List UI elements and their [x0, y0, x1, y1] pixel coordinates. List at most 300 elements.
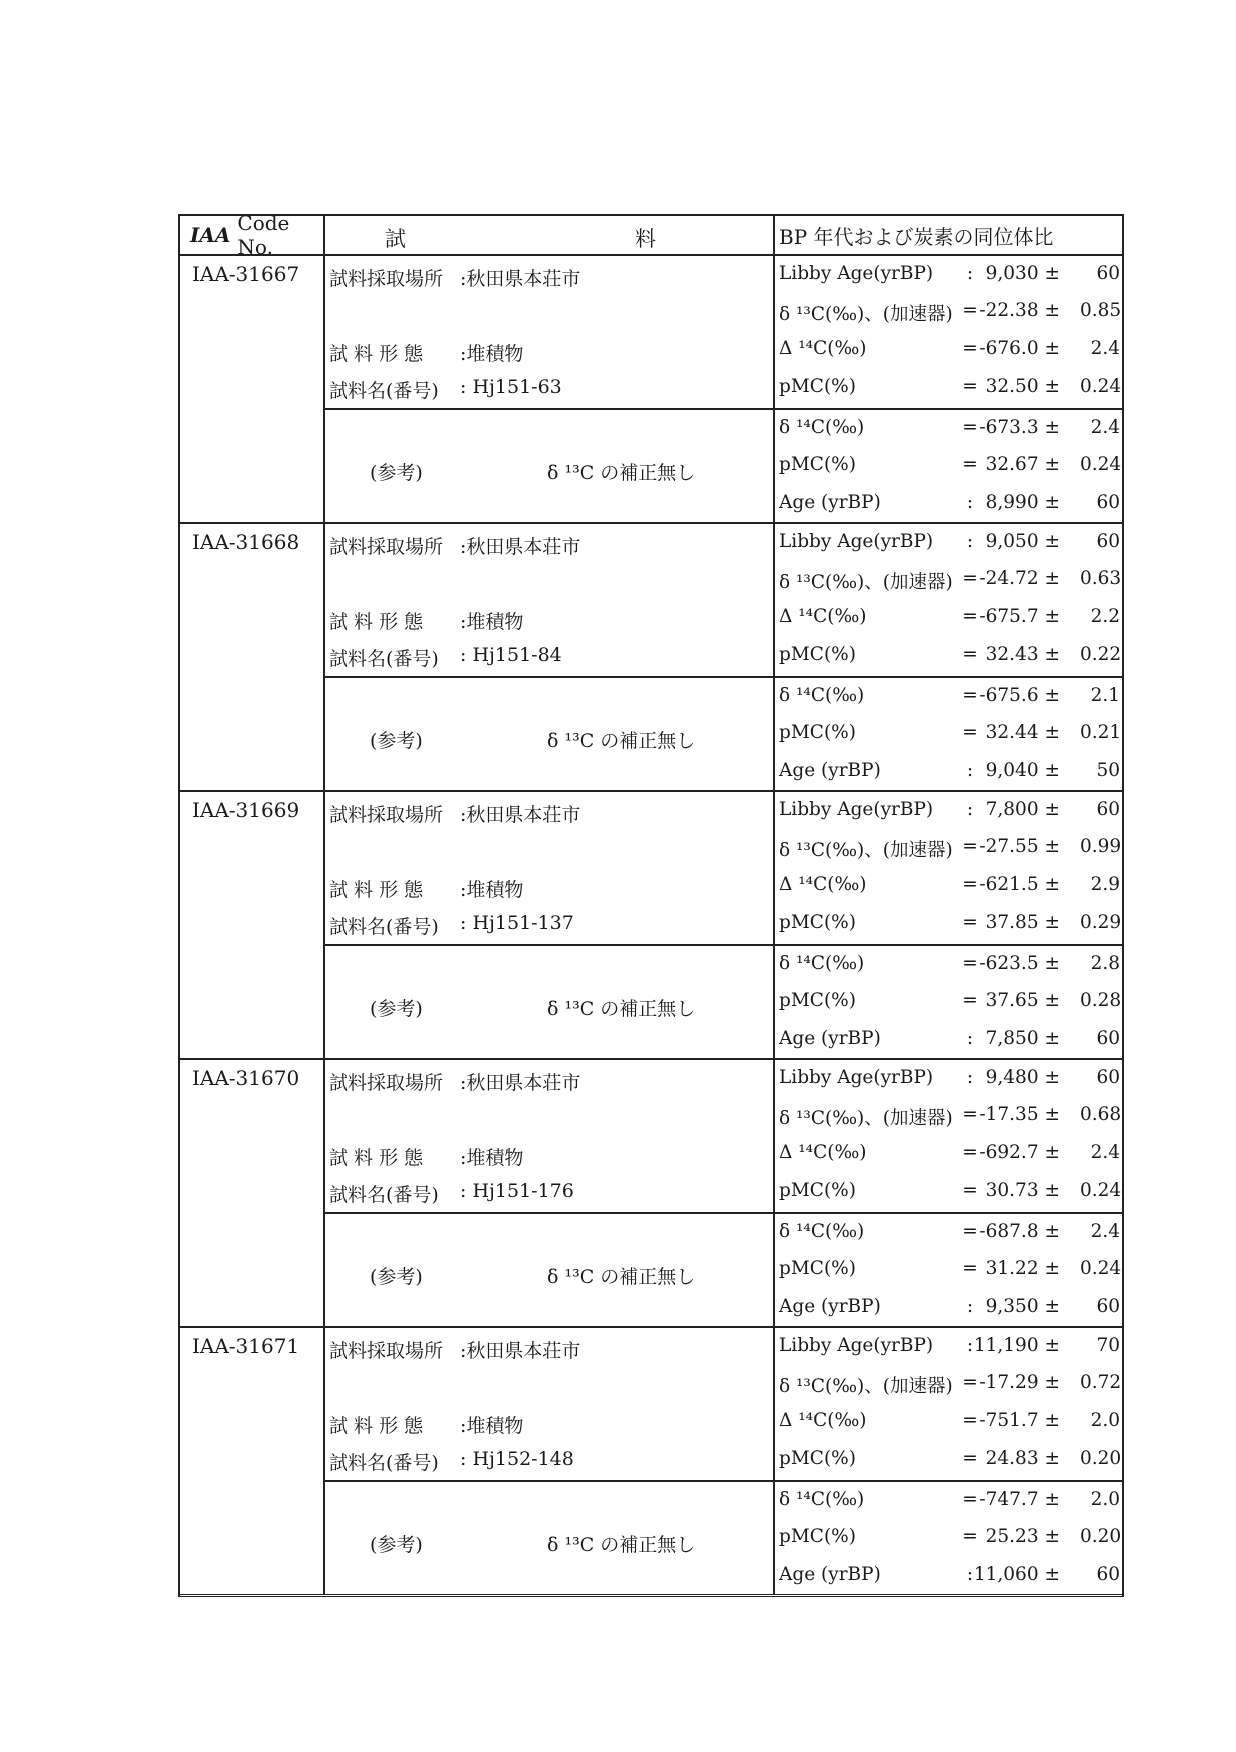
corrected-results — [775, 256, 1122, 410]
result-operator: = — [962, 300, 978, 321]
result-row-D14c — [775, 599, 1122, 636]
result-value: 32.43 ± — [985, 644, 1060, 665]
plus-minus: ± — [1044, 417, 1060, 438]
result-value: 9,030 ± — [985, 263, 1060, 284]
result-label: δ ¹⁴C(‰) — [779, 1489, 865, 1510]
result-operator: = — [962, 722, 978, 743]
result-label: pMC(%) — [779, 912, 856, 933]
result-error: 0.85 — [1080, 300, 1122, 321]
record-row — [180, 1060, 1122, 1328]
uncorrected-results — [775, 678, 1122, 790]
result-value: -692.7 ± — [979, 1142, 1060, 1163]
result-value: 9,480 ± — [985, 1067, 1060, 1088]
corrected-results — [775, 792, 1122, 946]
site-label: 試料採取場所 — [329, 1340, 444, 1362]
result-operator: : — [966, 1564, 974, 1585]
result-label: pMC(%) — [779, 990, 856, 1011]
iaa-logo: IAA — [190, 223, 231, 247]
record-results — [775, 792, 1122, 1058]
no-correction-label: δ ¹³C の補正無し — [547, 1534, 696, 1556]
result-error: 2.9 — [1090, 874, 1120, 895]
site-label: 試料採取場所 — [329, 804, 444, 826]
header-sample-right: 料 — [635, 227, 656, 251]
reference-label: (参考) — [370, 1534, 423, 1556]
header-code — [180, 211, 325, 259]
site-value: :秋田県本荘市 — [460, 1340, 581, 1362]
result-operator: : — [966, 492, 974, 513]
result-row-pmc2 — [775, 447, 1122, 484]
record-code: IAA-31670 — [180, 1060, 325, 1326]
record-results — [775, 256, 1122, 522]
plus-minus: ± — [1044, 454, 1060, 475]
result-label: pMC(%) — [779, 1448, 856, 1469]
result-value: -24.72 ± — [979, 568, 1060, 589]
plus-minus: ± — [1044, 953, 1060, 974]
result-value: -27.55 ± — [979, 836, 1060, 857]
result-row-d14c — [775, 410, 1122, 447]
result-operator: : — [966, 1067, 974, 1088]
result-operator: = — [962, 836, 978, 857]
plus-minus: ± — [1044, 874, 1060, 895]
result-row-pmc — [775, 1441, 1122, 1478]
site-label: 試料採取場所 — [329, 536, 444, 558]
result-value: -623.5 ± — [979, 953, 1060, 974]
result-error: 60 — [1096, 492, 1120, 513]
result-label: δ ¹³C(‰)、(加速器) — [779, 572, 953, 593]
plus-minus: ± — [1044, 799, 1060, 820]
name-label: 試料名(番号) — [329, 916, 439, 938]
result-row-D14c — [775, 867, 1122, 904]
result-error: 2.2 — [1090, 606, 1120, 627]
result-operator: = — [962, 644, 978, 665]
result-error: 50 — [1096, 760, 1120, 781]
result-error: 0.24 — [1080, 454, 1122, 475]
result-value: -673.3 ± — [979, 417, 1060, 438]
result-label: δ ¹³C(‰)、(加速器) — [779, 1108, 953, 1129]
result-label: δ ¹⁴C(‰) — [779, 1221, 865, 1242]
result-row-D14c — [775, 1403, 1122, 1440]
result-operator: : — [966, 1335, 974, 1356]
plus-minus: ± — [1044, 1410, 1060, 1431]
result-value: 37.85 ± — [985, 912, 1060, 933]
result-value: -675.7 ± — [979, 606, 1060, 627]
no-correction-label: δ ¹³C の補正無し — [547, 998, 696, 1020]
result-label: pMC(%) — [779, 1258, 856, 1279]
sample-info — [325, 1328, 773, 1482]
result-operator: : — [966, 1028, 974, 1049]
result-operator: = — [962, 1142, 978, 1163]
reference-info — [325, 1214, 773, 1326]
result-operator: = — [962, 990, 978, 1011]
result-value: 32.67 ± — [985, 454, 1060, 475]
name-value: : Hj151-137 — [460, 912, 574, 934]
record-code: IAA-31667 — [180, 256, 325, 522]
plus-minus: ± — [1044, 568, 1060, 589]
name-label: 試料名(番号) — [329, 648, 439, 670]
result-row-d13c — [775, 1365, 1122, 1402]
result-error: 60 — [1096, 799, 1120, 820]
result-value: 32.50 ± — [985, 376, 1060, 397]
result-label: Δ ¹⁴C(‰) — [779, 338, 867, 359]
result-label: Δ ¹⁴C(‰) — [779, 606, 867, 627]
result-row-d14c — [775, 678, 1122, 715]
form-label: 試 料 形 態 — [329, 1415, 424, 1437]
result-error: 0.24 — [1080, 1258, 1122, 1279]
result-error: 60 — [1096, 1028, 1120, 1049]
plus-minus: ± — [1044, 912, 1060, 933]
result-value: -676.0 ± — [979, 338, 1060, 359]
result-value: 37.65 ± — [985, 990, 1060, 1011]
result-error: 60 — [1096, 1067, 1120, 1088]
result-operator: = — [962, 1489, 978, 1510]
result-row-d13c — [775, 829, 1122, 866]
sample-info — [325, 1060, 773, 1214]
result-operator: = — [962, 376, 978, 397]
result-row-age — [775, 1289, 1122, 1326]
record-code: IAA-31671 — [180, 1328, 325, 1594]
result-error: 2.0 — [1090, 1410, 1120, 1431]
result-value: 31.22 ± — [985, 1258, 1060, 1279]
result-value: -751.7 ± — [979, 1410, 1060, 1431]
result-row-pmc2 — [775, 1519, 1122, 1556]
result-label: pMC(%) — [779, 454, 856, 475]
result-error: 2.1 — [1090, 685, 1120, 706]
result-label: Age (yrBP) — [779, 1028, 881, 1049]
result-error: 0.29 — [1080, 912, 1122, 933]
plus-minus: ± — [1044, 1028, 1060, 1049]
record-code: IAA-31668 — [180, 524, 325, 790]
result-row-pmc — [775, 369, 1122, 406]
result-value: 32.44 ± — [985, 722, 1060, 743]
result-value: 9,350 ± — [985, 1296, 1060, 1317]
form-label: 試 料 形 態 — [329, 611, 424, 633]
plus-minus: ± — [1044, 1258, 1060, 1279]
result-row-d14c — [775, 1214, 1122, 1251]
name-value: : Hj151-176 — [460, 1180, 574, 1202]
result-error: 0.21 — [1080, 722, 1122, 743]
plus-minus: ± — [1044, 1489, 1060, 1510]
result-label: δ ¹⁴C(‰) — [779, 417, 865, 438]
reference-info — [325, 410, 773, 522]
header-result: BP 年代および炭素の同位体比 — [779, 224, 1054, 249]
result-operator: = — [962, 1526, 978, 1547]
result-row-pmc2 — [775, 983, 1122, 1020]
reference-label: (参考) — [370, 730, 423, 752]
header-sample — [325, 216, 775, 254]
plus-minus: ± — [1044, 531, 1060, 552]
record-row — [180, 792, 1122, 1060]
result-operator: = — [962, 1448, 978, 1469]
result-label: Age (yrBP) — [779, 760, 881, 781]
result-error: 70 — [1096, 1335, 1120, 1356]
result-label: pMC(%) — [779, 1526, 856, 1547]
result-error: 0.28 — [1080, 990, 1122, 1011]
result-label: Δ ¹⁴C(‰) — [779, 874, 867, 895]
plus-minus: ± — [1044, 1296, 1060, 1317]
result-label: pMC(%) — [779, 376, 856, 397]
corrected-results — [775, 524, 1122, 678]
result-error: 0.99 — [1080, 836, 1122, 857]
result-row-D14c — [775, 1135, 1122, 1172]
result-operator: : — [966, 799, 974, 820]
radiocarbon-results-table — [178, 211, 1124, 1597]
result-value: 9,050 ± — [985, 531, 1060, 552]
result-error: 0.24 — [1080, 376, 1122, 397]
result-row-libby — [775, 792, 1122, 829]
record-description — [325, 524, 775, 790]
result-error: 0.72 — [1080, 1372, 1122, 1393]
result-value: -621.5 ± — [979, 874, 1060, 895]
result-error: 0.24 — [1080, 1180, 1122, 1201]
table-header — [180, 211, 1122, 259]
record-results — [775, 1060, 1122, 1326]
record-description — [325, 792, 775, 1058]
record-description — [325, 1328, 775, 1594]
result-operator: = — [962, 912, 978, 933]
result-row-d13c — [775, 1097, 1122, 1134]
result-operator: : — [966, 1296, 974, 1317]
form-label: 試 料 形 態 — [329, 343, 424, 365]
result-label: Libby Age(yrBP) — [779, 1335, 934, 1356]
form-value: :堆積物 — [460, 1147, 524, 1169]
record-results — [775, 1328, 1122, 1594]
result-label: Libby Age(yrBP) — [779, 531, 934, 552]
plus-minus: ± — [1044, 1335, 1060, 1356]
site-value: :秋田県本荘市 — [460, 1072, 581, 1094]
sample-info — [325, 524, 773, 678]
result-error: 0.68 — [1080, 1104, 1122, 1125]
reference-label: (参考) — [370, 1266, 423, 1288]
form-value: :堆積物 — [460, 879, 524, 901]
no-correction-label: δ ¹³C の補正無し — [547, 1266, 696, 1288]
plus-minus: ± — [1044, 990, 1060, 1011]
plus-minus: ± — [1044, 760, 1060, 781]
result-row-age — [775, 1021, 1122, 1058]
result-value: 9,040 ± — [985, 760, 1060, 781]
form-value: :堆積物 — [460, 1415, 524, 1437]
plus-minus: ± — [1044, 1564, 1060, 1585]
result-error: 60 — [1096, 263, 1120, 284]
result-value: 24.83 ± — [985, 1448, 1060, 1469]
plus-minus: ± — [1044, 1526, 1060, 1547]
plus-minus: ± — [1044, 1448, 1060, 1469]
plus-minus: ± — [1044, 1221, 1060, 1242]
name-label: 試料名(番号) — [329, 380, 439, 402]
uncorrected-results — [775, 410, 1122, 522]
result-error: 0.63 — [1080, 568, 1122, 589]
sample-info — [325, 256, 773, 410]
result-label: δ ¹⁴C(‰) — [779, 953, 865, 974]
plus-minus: ± — [1044, 263, 1060, 284]
result-label: Age (yrBP) — [779, 492, 881, 513]
record-results — [775, 524, 1122, 790]
result-row-pmc — [775, 637, 1122, 674]
result-label: δ ¹⁴C(‰) — [779, 685, 865, 706]
plus-minus: ± — [1044, 722, 1060, 743]
result-error: 0.22 — [1080, 644, 1122, 665]
result-value: 11,060 ± — [973, 1564, 1060, 1585]
result-row-age — [775, 753, 1122, 790]
site-value: :秋田県本荘市 — [460, 268, 581, 290]
plus-minus: ± — [1044, 1104, 1060, 1125]
record-row — [180, 1328, 1122, 1597]
corrected-results — [775, 1060, 1122, 1214]
result-value: 25.23 ± — [985, 1526, 1060, 1547]
result-value: -687.8 ± — [979, 1221, 1060, 1242]
result-row-age — [775, 485, 1122, 522]
result-row-pmc2 — [775, 1251, 1122, 1288]
result-row-libby — [775, 524, 1122, 561]
result-value: -17.29 ± — [979, 1372, 1060, 1393]
result-label: δ ¹³C(‰)、(加速器) — [779, 1376, 953, 1397]
result-row-d13c — [775, 561, 1122, 598]
result-operator: : — [966, 263, 974, 284]
plus-minus: ± — [1044, 836, 1060, 857]
result-row-pmc2 — [775, 715, 1122, 752]
site-value: :秋田県本荘市 — [460, 536, 581, 558]
result-operator: : — [966, 531, 974, 552]
no-correction-label: δ ¹³C の補正無し — [547, 462, 696, 484]
sample-info — [325, 792, 773, 946]
plus-minus: ± — [1044, 1067, 1060, 1088]
record-description — [325, 256, 775, 522]
reference-label: (参考) — [370, 998, 423, 1020]
result-value: -675.6 ± — [979, 685, 1060, 706]
result-error: 2.4 — [1090, 1221, 1120, 1242]
result-operator: = — [962, 953, 978, 974]
plus-minus: ± — [1044, 338, 1060, 359]
records — [180, 256, 1122, 1597]
plus-minus: ± — [1044, 685, 1060, 706]
site-label: 試料採取場所 — [329, 268, 444, 290]
result-row-pmc — [775, 905, 1122, 942]
result-label: Libby Age(yrBP) — [779, 263, 934, 284]
plus-minus: ± — [1044, 300, 1060, 321]
result-row-libby — [775, 1328, 1122, 1365]
result-operator: = — [962, 1221, 978, 1242]
result-label: pMC(%) — [779, 1180, 856, 1201]
form-value: :堆積物 — [460, 611, 524, 633]
name-value: : Hj151-84 — [460, 644, 562, 666]
result-value: 30.73 ± — [985, 1180, 1060, 1201]
result-row-libby — [775, 1060, 1122, 1097]
result-row-d14c — [775, 946, 1122, 983]
site-value: :秋田県本荘市 — [460, 804, 581, 826]
result-operator: = — [962, 1180, 978, 1201]
result-label: Libby Age(yrBP) — [779, 799, 934, 820]
result-row-D14c — [775, 331, 1122, 368]
result-label: Δ ¹⁴C(‰) — [779, 1142, 867, 1163]
result-operator: = — [962, 338, 978, 359]
name-value: : Hj151-63 — [460, 376, 562, 398]
result-operator: = — [962, 874, 978, 895]
result-label: pMC(%) — [779, 722, 856, 743]
plus-minus: ± — [1044, 1372, 1060, 1393]
result-value: 8,990 ± — [985, 492, 1060, 513]
result-operator: = — [962, 568, 978, 589]
result-error: 0.20 — [1080, 1448, 1122, 1469]
reference-info — [325, 678, 773, 790]
header-sample-left: 試 — [385, 227, 406, 251]
result-operator: = — [962, 1258, 978, 1279]
result-row-age — [775, 1557, 1122, 1594]
site-label: 試料採取場所 — [329, 1072, 444, 1094]
result-operator: = — [962, 417, 978, 438]
record-description — [325, 1060, 775, 1326]
plus-minus: ± — [1044, 606, 1060, 627]
form-label: 試 料 形 態 — [329, 879, 424, 901]
result-value: 7,800 ± — [985, 799, 1060, 820]
uncorrected-results — [775, 1482, 1122, 1594]
result-operator: = — [962, 685, 978, 706]
plus-minus: ± — [1044, 644, 1060, 665]
record-row — [180, 524, 1122, 792]
result-label: pMC(%) — [779, 644, 856, 665]
result-error: 2.8 — [1090, 953, 1120, 974]
result-row-d14c — [775, 1482, 1122, 1519]
result-error: 60 — [1096, 1564, 1120, 1585]
result-label: δ ¹³C(‰)、(加速器) — [779, 304, 953, 325]
result-operator: = — [962, 1372, 978, 1393]
result-operator: = — [962, 454, 978, 475]
plus-minus: ± — [1044, 492, 1060, 513]
result-error: 2.4 — [1090, 338, 1120, 359]
corrected-results — [775, 1328, 1122, 1482]
result-error: 2.0 — [1090, 1489, 1120, 1510]
result-row-pmc — [775, 1173, 1122, 1210]
result-label: Libby Age(yrBP) — [779, 1067, 934, 1088]
reference-label: (参考) — [370, 462, 423, 484]
result-value: -747.7 ± — [979, 1489, 1060, 1510]
result-operator: = — [962, 1104, 978, 1125]
result-operator: : — [966, 760, 974, 781]
plus-minus: ± — [1044, 1180, 1060, 1201]
uncorrected-results — [775, 946, 1122, 1058]
record-code: IAA-31669 — [180, 792, 325, 1058]
uncorrected-results — [775, 1214, 1122, 1326]
name-label: 試料名(番号) — [329, 1184, 439, 1206]
result-error: 0.20 — [1080, 1526, 1122, 1547]
result-error: 60 — [1096, 531, 1120, 552]
plus-minus: ± — [1044, 376, 1060, 397]
result-error: 2.4 — [1090, 1142, 1120, 1163]
result-value: -22.38 ± — [979, 300, 1060, 321]
name-value: : Hj152-148 — [460, 1448, 574, 1470]
result-label: δ ¹³C(‰)、(加速器) — [779, 840, 953, 861]
result-label: Age (yrBP) — [779, 1296, 881, 1317]
result-label: Age (yrBP) — [779, 1564, 881, 1585]
result-row-libby — [775, 256, 1122, 293]
result-label: Δ ¹⁴C(‰) — [779, 1410, 867, 1431]
result-row-d13c — [775, 293, 1122, 330]
result-value: 7,850 ± — [985, 1028, 1060, 1049]
result-value: 11,190 ± — [973, 1335, 1060, 1356]
result-error: 2.4 — [1090, 417, 1120, 438]
result-error: 60 — [1096, 1296, 1120, 1317]
form-label: 試 料 形 態 — [329, 1147, 424, 1169]
header-code-label: Code No. — [237, 211, 290, 259]
result-operator: = — [962, 1410, 978, 1431]
result-value: -17.35 ± — [979, 1104, 1060, 1125]
result-operator: = — [962, 606, 978, 627]
record-row — [180, 256, 1122, 524]
reference-info — [325, 1482, 773, 1594]
form-value: :堆積物 — [460, 343, 524, 365]
name-label: 試料名(番号) — [329, 1452, 439, 1474]
plus-minus: ± — [1044, 1142, 1060, 1163]
reference-info — [325, 946, 773, 1058]
no-correction-label: δ ¹³C の補正無し — [547, 730, 696, 752]
